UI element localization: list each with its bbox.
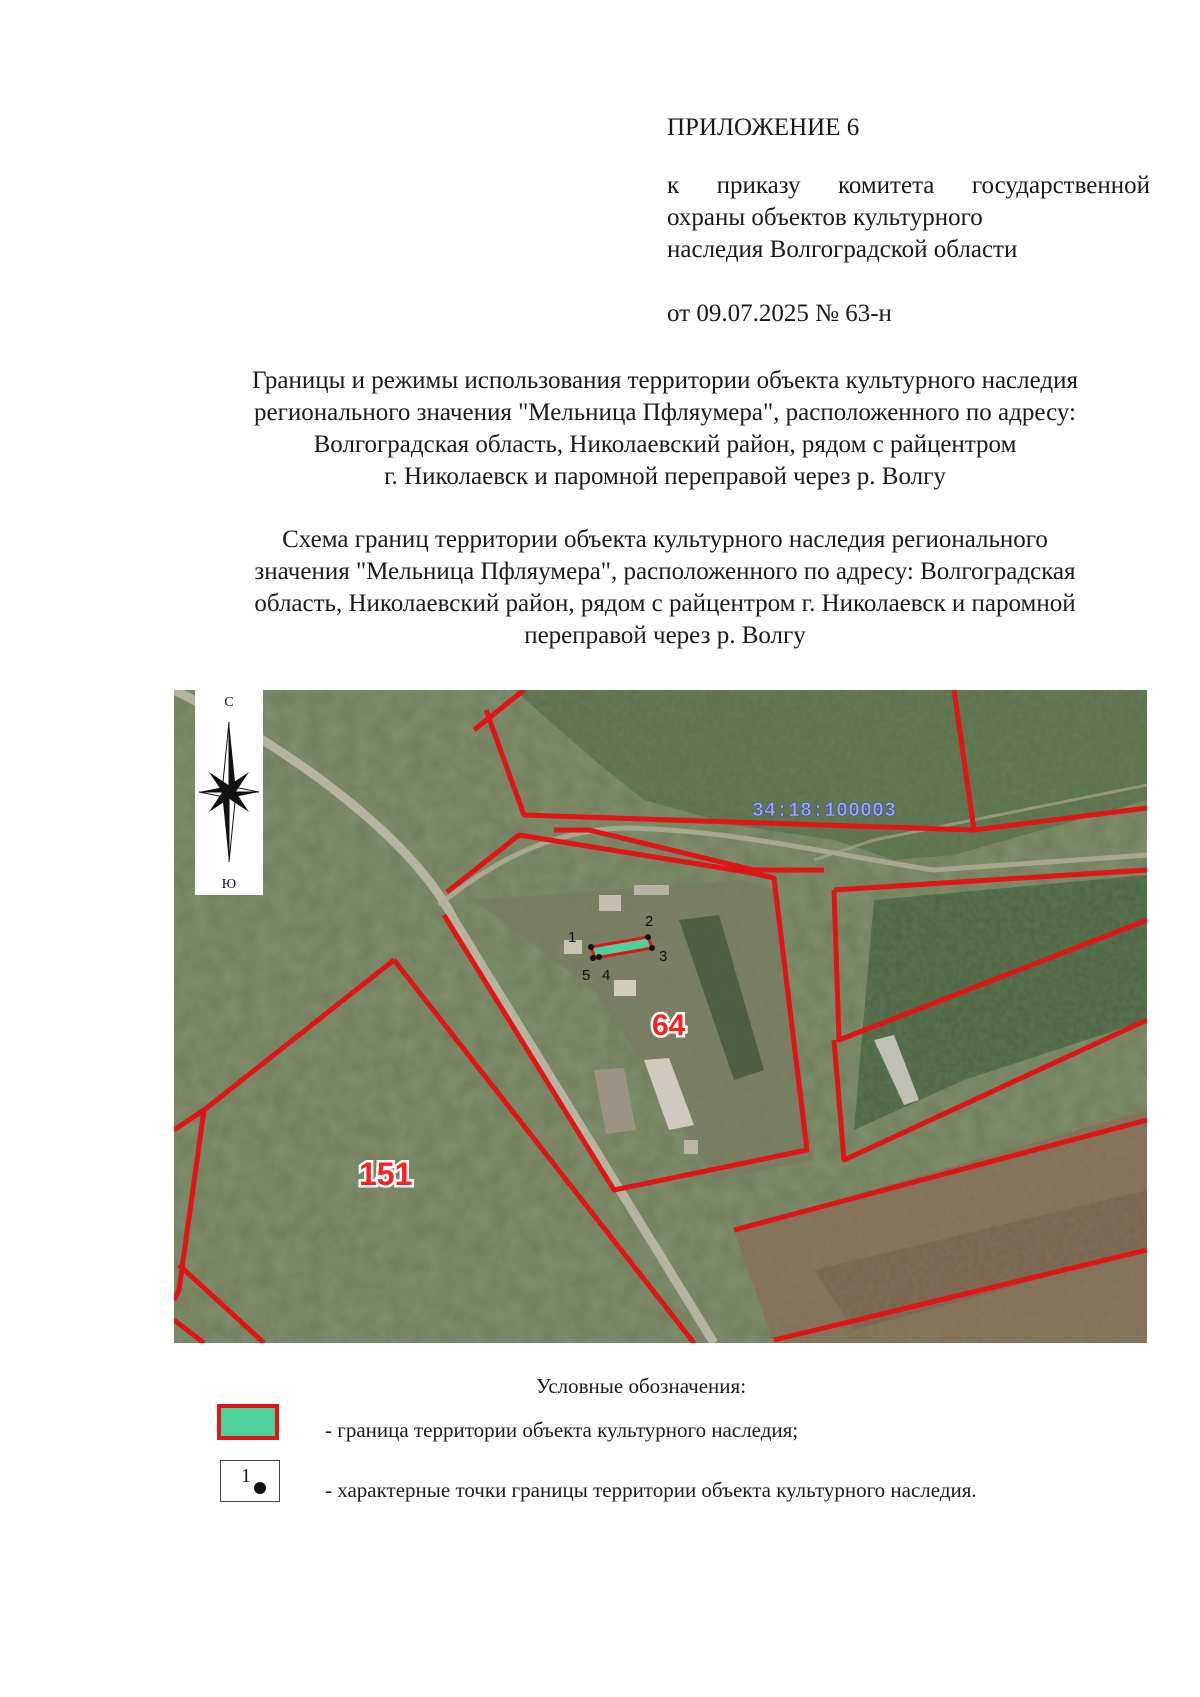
boundary-point-label: 1 (568, 929, 577, 946)
appendix-title: ПРИЛОЖЕНИЕ 6 (667, 114, 860, 141)
point-dot-icon (254, 1482, 266, 1494)
legend-boundary-swatch (217, 1404, 279, 1440)
order-date: от 09.07.2025 № 63-н (667, 300, 892, 327)
legend-point-swatch (220, 1460, 280, 1502)
order-ref-line: наследия Волгоградской области (667, 236, 1018, 263)
legend-point-number: 1 (241, 1465, 251, 1487)
title-line: регионального значения "Мельница Пфляумера", расположенного по адресу: (254, 399, 1076, 426)
building (614, 980, 636, 996)
boundary-point-label: 5 (582, 967, 591, 984)
boundary-point-label: 3 (659, 948, 668, 965)
legend-title: Условные обозначения: (536, 1374, 747, 1398)
satellite-map (174, 690, 1147, 1343)
scheme-title-line: область, Николаевский район, рядом с райцентром г. Николаевск и паромной (254, 590, 1076, 617)
boundary-point-label: 2 (645, 913, 654, 930)
building (684, 1140, 698, 1154)
boundary-point-4 (596, 954, 602, 960)
legend-point-text: - характерные точки границы территории объекта культурного наследия. (325, 1478, 977, 1502)
building (634, 885, 669, 895)
order-reference (667, 170, 1150, 266)
compass-north-label: С (224, 695, 234, 710)
boundary-point-label: 4 (602, 967, 611, 984)
order-ref-line: охраны объектов культурного (667, 204, 983, 231)
title-line: г. Николаевск и паромной переправой через р. Волгу (384, 463, 946, 490)
compass-south-label: Ю (221, 877, 237, 892)
parcel-number: 151 (359, 1156, 413, 1192)
order-ref-line: к приказу комитета государственной (667, 172, 1150, 199)
boundary-point-2 (645, 934, 651, 940)
boundary-point-1 (588, 944, 594, 950)
title-line: Границы и режимы использования территории объекта культурного наследия (251, 367, 1078, 394)
scheme-title-line: переправой через р. Волгу (524, 622, 806, 649)
scheme-title-line: Схема границ территории объекта культурного наследия регионального (282, 526, 1048, 553)
legend-boundary-text: - граница территории объекта культурного наследия; (325, 1418, 799, 1442)
scheme-title-line: значения "Мельница Пфляумера", расположенного по адресу: Волгоградская (254, 558, 1076, 585)
boundary-point-5 (590, 955, 596, 961)
boundary-point-3 (649, 945, 655, 951)
building (599, 895, 621, 911)
scheme-title (170, 524, 1160, 652)
title-line: Волгоградская область, Николаевский район, рядом с райцентром (313, 431, 1017, 458)
cadastral-block-number: 34:18:100003 (752, 800, 897, 823)
map-svg (174, 690, 1147, 1343)
document-title (170, 365, 1160, 493)
compass-rose (195, 690, 263, 895)
parcel-number: 64 (652, 1009, 686, 1042)
